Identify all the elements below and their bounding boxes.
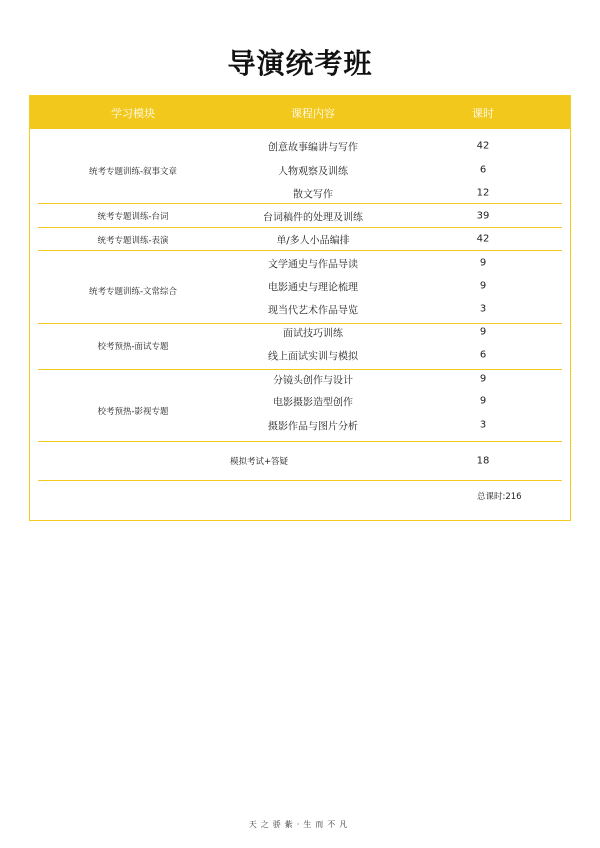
course-hours: 9 <box>479 280 487 292</box>
final-row-label: 模拟考试+答疑 <box>229 457 289 467</box>
row-divider <box>38 203 562 204</box>
course-name: 线上面试实训与模拟 <box>268 351 358 363</box>
course-hours: 42 <box>476 140 490 152</box>
course-name: 分镜头创作与设计 <box>273 375 353 387</box>
course-hours: 42 <box>476 233 490 245</box>
course-hours: 9 <box>479 257 487 269</box>
course-name: 电影通史与理论梳理 <box>268 282 358 294</box>
module-name: 统考专题训练-叙事文章 <box>88 167 178 177</box>
header-hours: 课时 <box>472 107 494 120</box>
header-course: 课程内容 <box>291 107 335 120</box>
course-hours: 9 <box>479 326 487 338</box>
course-name: 文学通史与作品导读 <box>268 259 358 271</box>
row-divider <box>38 480 562 481</box>
row-divider <box>38 250 562 251</box>
module-name: 校考预热-面试专题 <box>97 342 169 352</box>
module-name: 统考专题训练-文常综合 <box>88 287 178 297</box>
course-name: 散文写作 <box>293 189 333 201</box>
curriculum-table <box>29 95 571 521</box>
course-hours: 3 <box>479 419 487 431</box>
module-name: 统考专题训练-表演 <box>97 236 169 246</box>
course-name: 单/多人小品编排 <box>276 235 350 247</box>
course-hours: 12 <box>476 187 490 199</box>
course-name: 创意故事编讲与写作 <box>268 142 358 154</box>
header-module: 学习模块 <box>111 107 155 120</box>
course-hours: 6 <box>479 164 487 176</box>
row-divider <box>38 369 562 370</box>
course-hours: 9 <box>479 395 487 407</box>
page-title: 导演统考班 <box>227 47 373 80</box>
row-divider <box>38 441 562 442</box>
course-hours: 9 <box>479 373 487 385</box>
course-name: 面试技巧训练 <box>283 328 343 340</box>
course-name: 人物观察及训练 <box>278 166 348 178</box>
course-name: 摄影作品与图片分析 <box>268 421 358 433</box>
course-name: 现当代艺术作品导览 <box>268 305 358 317</box>
course-hours: 6 <box>479 349 487 361</box>
table-header <box>30 96 570 129</box>
course-name: 台词稿件的处理及训练 <box>263 212 363 224</box>
final-row-hours: 18 <box>476 455 490 467</box>
total-hours: 总课时:216 <box>477 492 522 502</box>
course-hours: 3 <box>479 303 487 315</box>
footer-slogan: 天之骄紫·生而不凡 <box>248 820 352 829</box>
course-name: 电影摄影造型创作 <box>273 397 353 409</box>
row-divider <box>38 227 562 228</box>
course-hours: 39 <box>476 210 490 222</box>
module-name: 校考预热-影视专题 <box>97 407 169 417</box>
module-name: 统考专题训练-台词 <box>97 212 169 222</box>
